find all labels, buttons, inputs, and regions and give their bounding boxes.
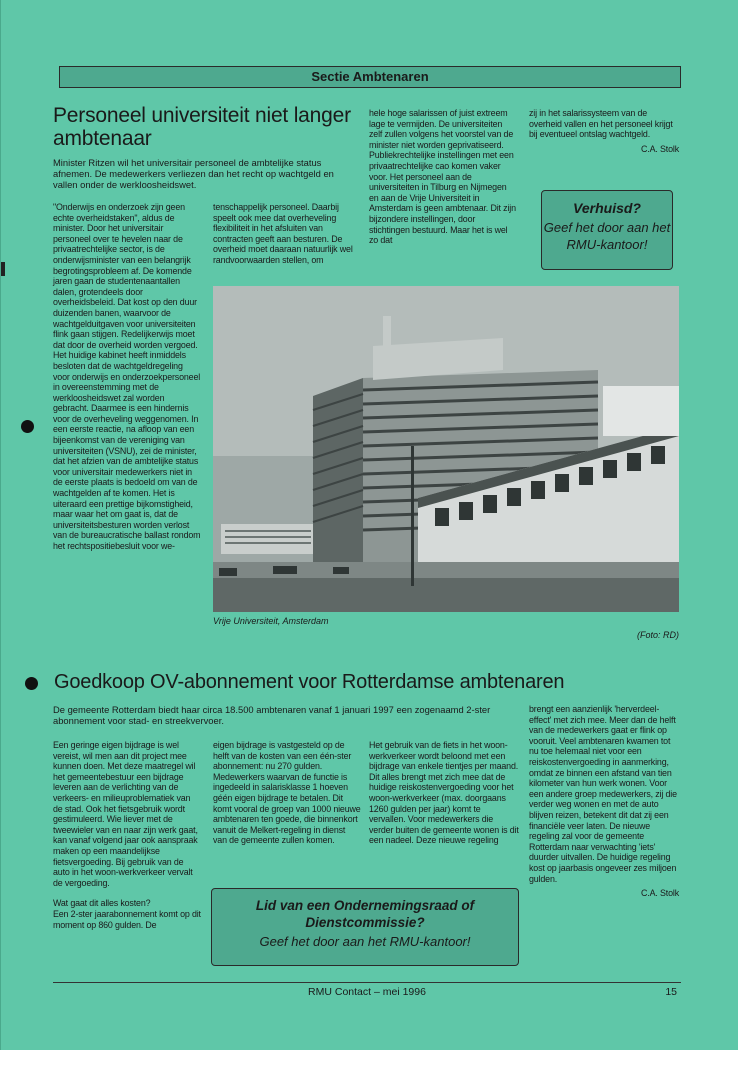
page-number: 15 — [665, 986, 677, 998]
article1-column-1: "Onderwijs en onderzoek zijn geen echte overheidstaken", aldus de minister. Door het universitair personeel over te hevelen naar de privaatrechtelijke sector, is de onderwijsminister van een belangrijk begrotingsprobleem af. De komende jaren gaan de studentenaantallen dalen, grotendeels door overheidsbeleid. Dat kost op den duur duizenden banen, waarvoor de wachtgelduitgaven voor universiteiten flink gaan stijgen. Redelijkerwijs moet dat door de overheid worden vergoed. Het huidige kabinet heeft inmiddels besloten dat de wachtgeldregeling voor onderwijs en onderzoekpersoneel in overeenstemming met de werkloosheidswet zal worden gebracht. Daarmee is een hindernis voor de overheveling weggenomen. In een eerste reactie, na afloop van een bijeenkomst van de vereniging van universiteiten (VSNU), zei de minister, dat het afzien van de ambtelijke status voor universitair medewerkers niet in de eerste plaats is bedoeld om van de wachtgelden af te komen. Het is uiteraard een prettige bijkomstigheid, maar waar het om gaat is, dat de universiteitsbesturen worden verlost van de bureaucratische ballast rondom het rechtspositiebesluit voor we- — [53, 202, 201, 551]
footer-publication: RMU Contact – mei 1996 — [308, 986, 426, 998]
notice-moved-heading: Verhuisd? — [573, 200, 641, 216]
building-photo — [213, 286, 679, 612]
article2-column-4-text: brengt een aanzienlijk 'herverdeel-effect' met zich mee. Meer dan de helft van de medewerkers gaat er flink op vooruit. Veel ambtenaren kwamen tot nu toe helemaal niet voor een reiskostenvergoeding in aanmerking, omdat ze binnen een afstand van tien kilometer van hun werk wonen. Voor een andere groep medewerkers, zij die verder weg wonen en met de auto blijven reizen, betekent dit dat zij een financiële veer laten. De nieuwe regeling zal voor de gemeente Rotterdam naar verwachting 'iets' duurder uitvallen. De huidige regeling kost op jaarbasis ongeveer zes miljoen gulden. — [529, 704, 677, 884]
article1-column-4 — [529, 108, 679, 154]
article1-author: C.A. Stolk — [641, 143, 679, 154]
article1-column-2: tenschappelijk personeel. Daarbij speelt ook mee dat overheveling flexibiliteit in het afsluiten van contracten geeft aan besturen. De overheid moet daaraan natuurlijk wel randvoorwaarden stellen, om — [213, 202, 353, 265]
article2-column-1-continued: Een 2-ster jaarabonnement komt op dit moment op 860 gulden. De — [53, 908, 201, 930]
punch-hole-top — [21, 420, 34, 433]
building-photo-graphic — [213, 286, 679, 612]
notice-council-heading: Lid van een Ondernemingsraad of Dienstcommissie? — [255, 898, 475, 930]
article2-column-1 — [53, 740, 201, 930]
photo-credit: (Foto: RD) — [636, 630, 679, 640]
article2-column-3: Het gebruik van de fiets in het woon-werkverkeer wordt beloond met een bijdrage van enkele tientjes per maand. Dit alles brengt met zich mee dat de huidige reiskostenvergoeding voor het woon-werkverkeer (max. doorgaans 1260 gulden per jaar) komt te vervallen. Voor medewerkers die verder buiten de gemeente wonen is dit een nadeel. Deze nieuwe regeling — [369, 740, 519, 846]
notice-moved-box — [541, 190, 673, 270]
article1-column-4-text: zij in het salarissysteem van de overheid vallen en het personeel krijgt bij eventueel ontslag wachtgeld. — [529, 108, 673, 140]
article2-column-2: eigen bijdrage is vastgesteld op de helft van de kosten van een één-ster abonnement: nu 270 gulden. Medewerkers waarvan de functie is ingedeeld in salarisklasse 1 hoeven géén eigen bijdrage te betalen. Dit komt vooral de groep van 1000 nieuwe ambtenaren ten goede, die binnenkort vanuit de Melkert-regeling in dienst van de gemeente zullen komen. — [213, 740, 361, 846]
photo-caption: Vrije Universiteit, Amsterdam — [213, 616, 329, 626]
binding-mark — [1, 262, 5, 276]
article2-column-1-text: Een geringe eigen bijdrage is wel vereist, wil men aan dit project mee kunnen doen. Met deze maatregel wil het gemeentebestuur een bijdrage leveren aan de verlichting van de verkeers- en milieuproblematiek van de stad. Ook het fietsgebruik wordt gestimuleerd. Wie liever met de tweewieler van en naar zijn werk gaat, kan vanaf volgend jaar ook aanspraak maken op een maandelijkse fietsvergoeding. Bij gebruik van de auto in het woon-werkverkeer vervalt de vergoeding. — [53, 740, 198, 888]
article2-lead: De gemeente Rotterdam biedt haar circa 18.500 ambtenaren vanaf 1 januari 1997 een zogenaamd 2-ster abonnement voor stad- en streekvervoer. — [53, 704, 491, 726]
footer-divider — [53, 982, 681, 983]
bullet-icon — [25, 677, 38, 690]
article2-author: C.A. Stolk — [641, 888, 679, 899]
article1-lead: Minister Ritzen wil het universitair personeel de ambtelijke status afnemen. De medewerkers verliezen dan het recht op wachtgeld en vallen onder de werkloosheidswet. — [53, 157, 334, 190]
article2-title: Goedkoop OV-abonnement voor Rotterdamse ambtenaren — [54, 671, 565, 693]
article2-subheading: Wat gaat dit alles kosten? — [53, 898, 151, 909]
section-header: Sectie Ambtenaren — [59, 66, 681, 88]
notice-council-text: Geef het door aan het RMU-kantoor! — [259, 934, 471, 949]
article1-column-3: hele hoge salarissen of juist extreem lage te vermijden. De universiteiten zelf zullen volgens het voorstel van de minister niet worden geprivatiseerd. Publiekrechtelijke instellingen met een privaatrechtelijke cao komen vaker voor. Het personeel aan de universiteiten in Tilburg en Nijmegen en aan de Vrije Universiteit in Amsterdam is geen ambtenaar. Dit zijn bijzondere instellingen, door stichtingen bestuurd. Maar het is wel zo dat — [369, 108, 516, 246]
notice-moved-text: Geef het door aan het RMU-kantoor! — [543, 220, 671, 252]
article1-title: Personeel universiteit niet langer ambtenaar — [53, 104, 351, 150]
article2-column-4 — [529, 704, 679, 899]
notice-council-box — [211, 888, 519, 966]
